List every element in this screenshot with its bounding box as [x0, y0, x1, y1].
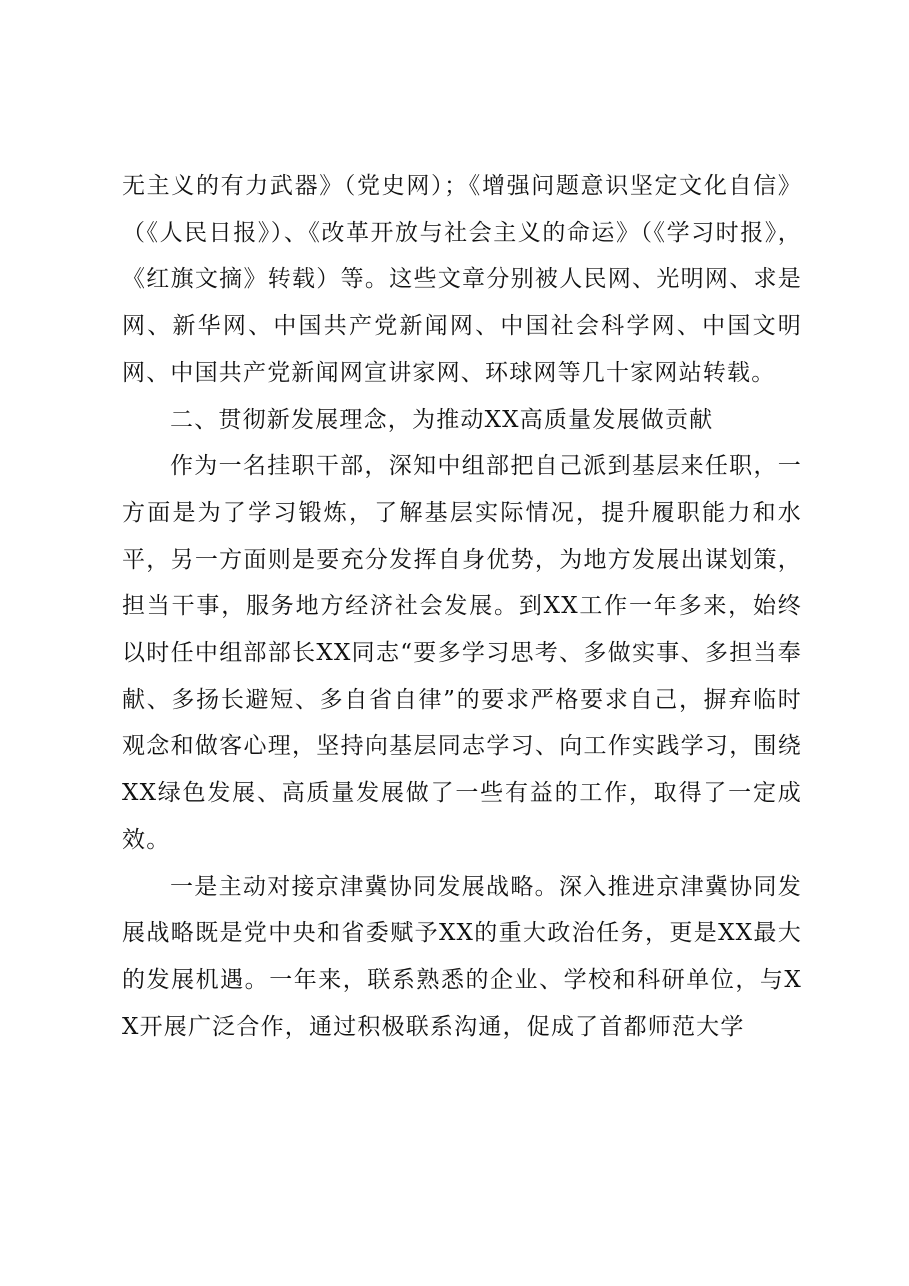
paragraph-continuation: 无主义的有力武器》（党史网）；《增强问题意识坚定文化自信》（《人民日报》）、《改革开放与社会主义的命运》（《学习时报》，《红旗文摘》转载）等。这些文章分别被人民网、光明网、求是网、新华网、中国共产党新闻网、中国社会科学网、中国文明网、中国共产党新闻网宣讲家网、环球网等几十家网站转载。	[122, 173, 802, 386]
paragraph-point-one: 一是主动对接京津冀协同发展战略。深入推进京津冀协同发展战略既是党中央和省委赋予XX的重大政治任务，更是XX最大的发展机遇。一年来，联系熟悉的企业、学校和科研单位，与XX开展广泛合作，通过积极联系沟通，促成了首都师范大学	[122, 873, 802, 1040]
section-heading: 二、贯彻新发展理念，为推动XX高质量发展做贡献	[170, 406, 714, 433]
paragraph-intro: 作为一名挂职干部，深知中组部把自己派到基层来任职，一方面是为了学习锻炼，了解基层实际情况，提升履职能力和水平，另一方面则是要充分发挥自身优势，为地方发展出谋划策，担当干事，服务地方经济社会发展。到XX工作一年多来，始终以时任中组部部长XX同志“要多学习思考、多做实事、多担当奉献、多扬长避短、多自省自律”的要求严格要求自己，摒弃临时观念和做客心理，坚持向基层同志学习、向工作实践学习，围绕XX绿色发展、高质量发展做了一些有益的工作，取得了一定成效。	[122, 453, 802, 853]
document-body	[122, 163, 802, 1050]
